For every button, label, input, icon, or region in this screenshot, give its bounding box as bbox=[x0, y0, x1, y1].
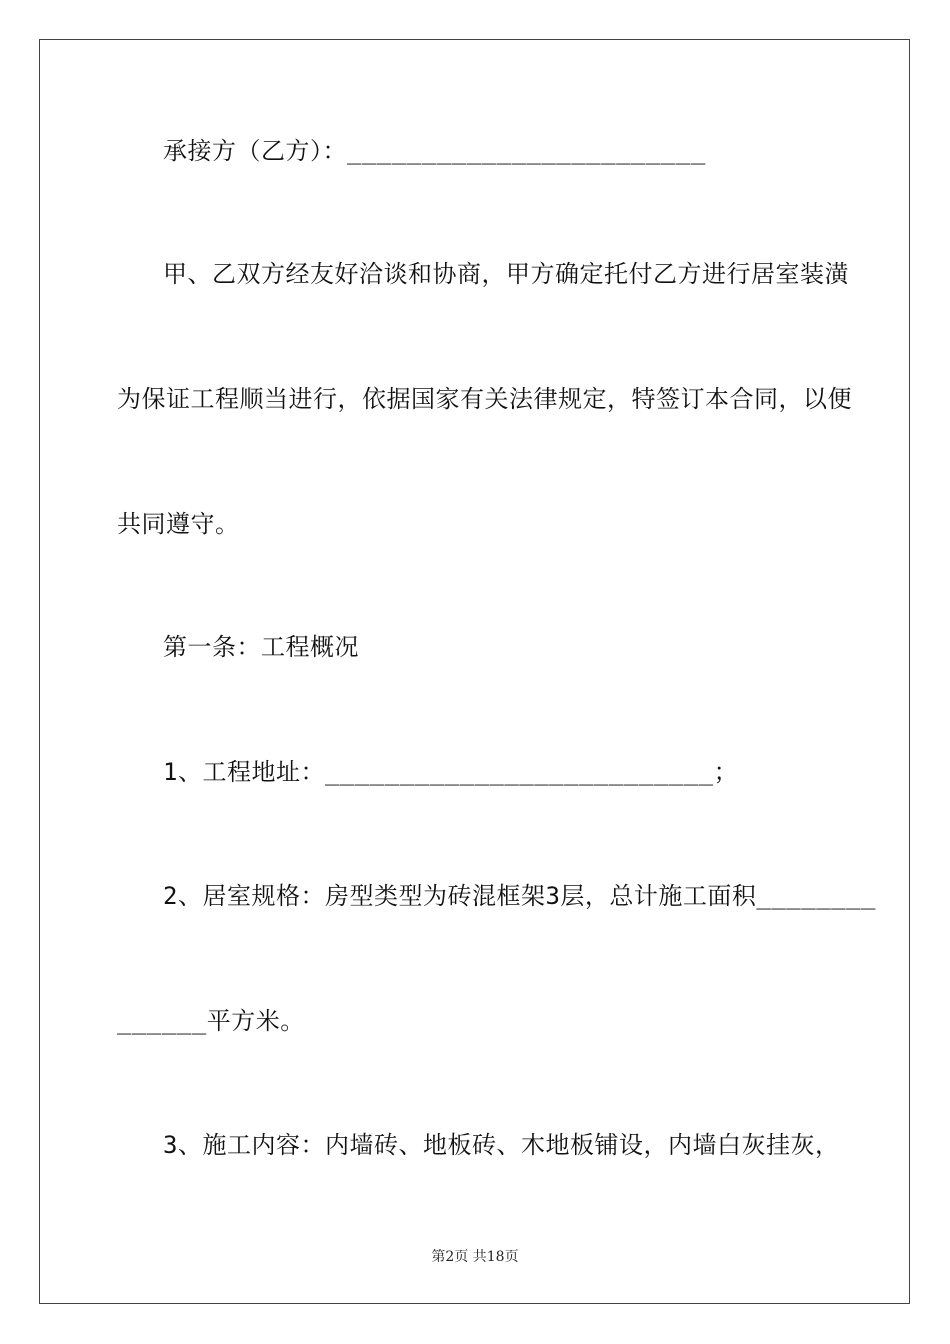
clause-content: 3、施工内容：内墙砖、地板砖、木地板铺设，内墙白灰挂灰， bbox=[163, 1131, 840, 1159]
section-heading: 第一条：工程概况 bbox=[163, 633, 359, 661]
paragraph-line: 共同遵守。 bbox=[117, 510, 240, 538]
page-number-footer: 第2页 共18页 bbox=[431, 1249, 519, 1265]
party-b-line: 承接方（乙方）：________________________ bbox=[163, 137, 706, 165]
clause-address: 1、工程地址：__________________________； bbox=[163, 758, 739, 786]
document-page bbox=[39, 39, 910, 1304]
paragraph-line: 为保证工程顺当进行，依据国家有关法律规定，特签订本合同，以便 bbox=[117, 385, 852, 413]
paragraph-line: 甲、乙双方经友好洽谈和协商，甲方确定托付乙方进行居室装潢 bbox=[163, 260, 849, 288]
clause-spec: 2、居室规格：房型类型为砖混框架3层，总计施工面积________ bbox=[163, 882, 876, 910]
clause-spec-continued: ______平方米。 bbox=[117, 1007, 305, 1035]
